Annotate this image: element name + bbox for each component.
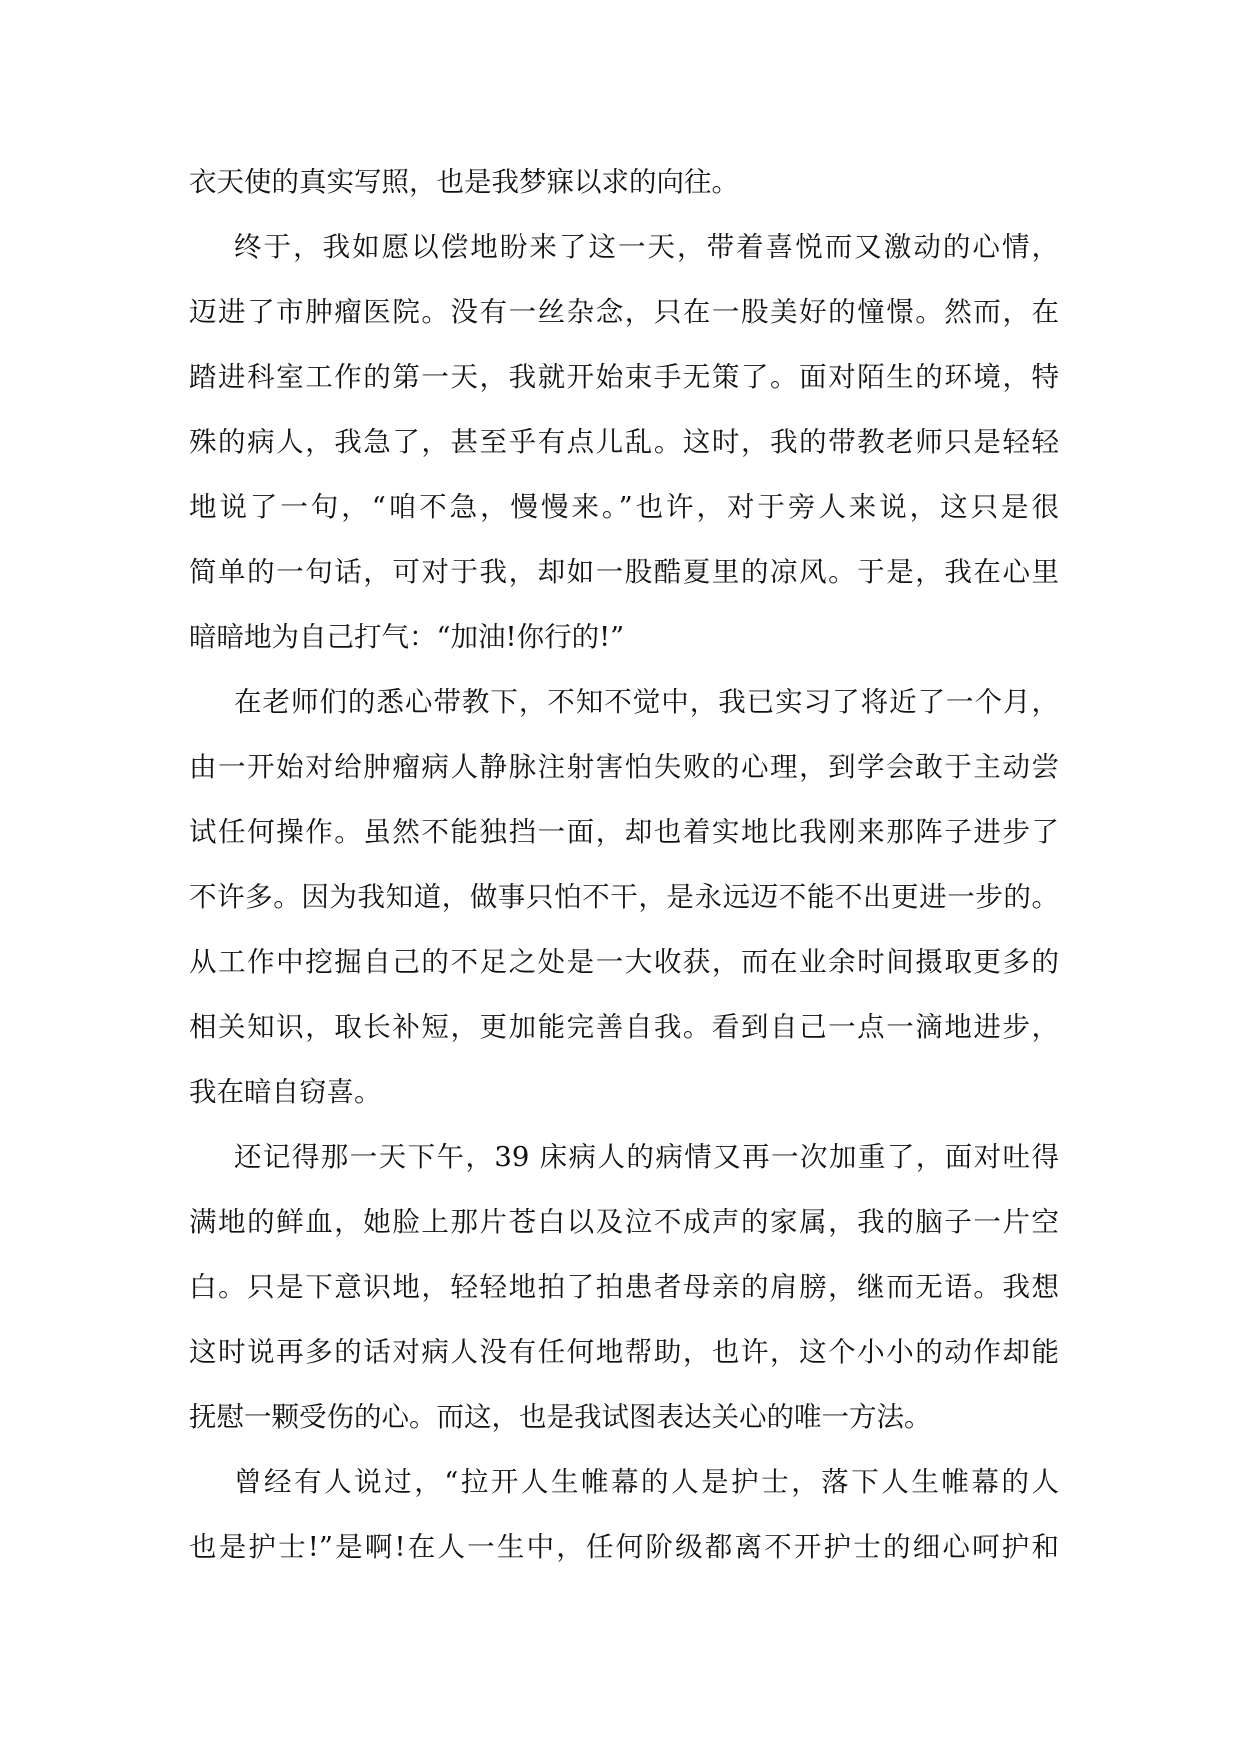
paragraph-line: 白。只是下意识地，轻轻地拍了拍患者母亲的肩膀，继而无语。我想 — [189, 1271, 1059, 1303]
paragraph-line: 由一开始对给肿瘤病人静脉注射害怕失败的心理，到学会敢于主动尝 — [189, 751, 1059, 783]
paragraph-line: 在老师们的悉心带教下，不知不觉中，我已实习了将近了一个月， — [234, 686, 1059, 718]
paragraph-line: 地说了一句，“咱不急，慢慢来。”也许，对于旁人来说，这只是很 — [189, 491, 1059, 523]
paragraph-line: 踏进科室工作的第一天，我就开始束手无策了。面对陌生的环境，特 — [189, 361, 1059, 393]
paragraph-line: 暗暗地为自己打气：“加油!你行的!” — [189, 621, 625, 653]
paragraph-line: 还记得那一天下午，39 床病人的病情又再一次加重了，面对吐得 — [234, 1141, 1059, 1173]
document-body — [189, 150, 1059, 1580]
paragraph-line: 迈进了市肿瘤医院。没有一丝杂念，只在一股美好的憧憬。然而，在 — [189, 296, 1059, 328]
paragraph-line: 这时说再多的话对病人没有任何地帮助，也许，这个小小的动作却能 — [189, 1336, 1059, 1368]
paragraph-line: 抚慰一颗受伤的心。而这，也是我试图表达关心的唯一方法。 — [189, 1401, 932, 1433]
paragraph-line: 殊的病人，我急了，甚至乎有点儿乱。这时，我的带教老师只是轻轻 — [189, 426, 1059, 458]
paragraph-line: 终于，我如愿以偿地盼来了这一天，带着喜悦而又激动的心情， — [234, 231, 1059, 263]
paragraph-line: 满地的鲜血，她脸上那片苍白以及泣不成声的家属，我的脑子一片空 — [189, 1206, 1059, 1238]
paragraph-line: 不许多。因为我知道，做事只怕不干，是永远迈不能不出更进一步的。 — [189, 881, 1059, 913]
paragraph-line: 简单的一句话，可对于我，却如一股酷夏里的凉风。于是，我在心里 — [189, 556, 1059, 588]
paragraph-line: 衣天使的真实写照，也是我梦寐以求的向往。 — [189, 166, 739, 198]
paragraph-line: 从工作中挖掘自己的不足之处是一大收获，而在业余时间摄取更多的 — [189, 946, 1059, 978]
paragraph-line: 试任何操作。虽然不能独挡一面，却也着实地比我刚来那阵子进步了 — [189, 816, 1059, 848]
paragraph-line: 我在暗自窃喜。 — [189, 1076, 382, 1108]
paragraph-line: 相关知识，取长补短，更加能完善自我。看到自己一点一滴地进步， — [189, 1011, 1059, 1043]
paragraph-line: 也是护士!”是啊!在人一生中，任何阶级都离不开护士的细心呵护和 — [189, 1531, 1059, 1563]
paragraph-line: 曾经有人说过，“拉开人生帷幕的人是护士，落下人生帷幕的人 — [234, 1466, 1059, 1498]
